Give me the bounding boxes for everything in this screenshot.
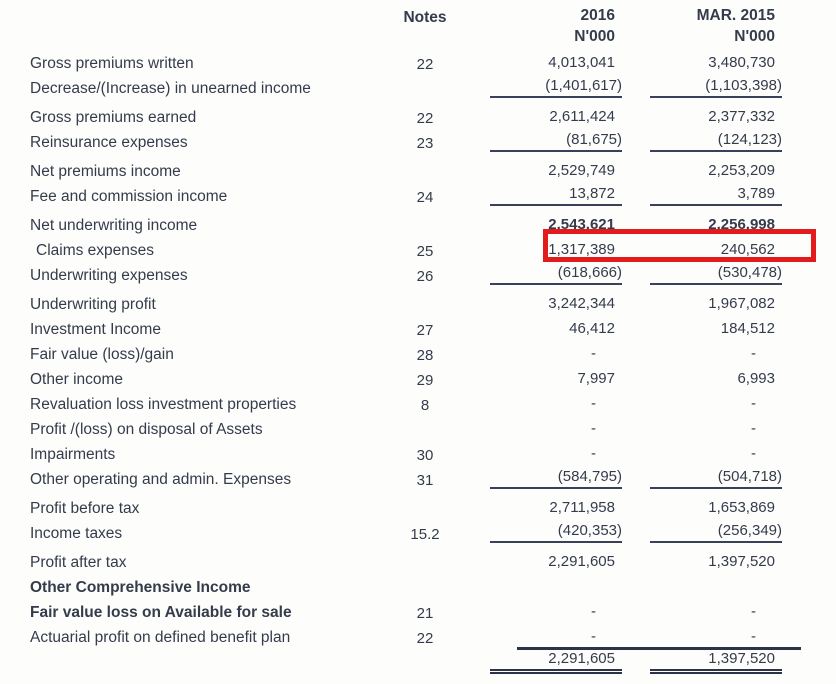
row-label: Claims expenses [36,242,155,259]
row-value-2016: (618,666) [490,264,622,285]
row-label: Underwriting profit [30,296,156,313]
row-value-2016: (584,795) [490,468,622,489]
row-value-2016: 7,997 [577,370,615,387]
row-value-2016: 2,543,621 [548,216,615,233]
row-note: 25 [416,243,434,260]
row-value-2016: - [591,628,596,645]
row-value-2016: 2,711,958 [549,499,615,516]
table-row [0,547,836,572]
row-value-2015: 1,653,869 [708,499,775,516]
row-value-2015: - [751,395,756,412]
header-year-2015: MAR. 2015 [696,7,775,24]
row-label: Net premiums income [30,163,181,180]
table-row [0,464,836,489]
table-header-row [0,3,836,27]
row-value-2015: 184,512 [720,320,775,337]
row-value-2015: - [751,345,756,362]
row-value-2016: - [591,345,596,362]
row-value-2015: - [751,445,756,462]
table-row [0,235,836,260]
total-top-rule [517,647,801,650]
row-value-2015: 3,480,730 [708,54,775,71]
row-label: Other Comprehensive Income [30,579,251,596]
table-row [0,414,836,439]
row-value-2016: 13,872 [490,185,622,206]
row-value-2015: (504,718) [650,468,782,489]
row-label: Other operating and admin. Expenses [30,471,292,488]
row-note: 31 [416,472,434,489]
table-row [0,649,836,674]
row-note: 29 [416,372,434,389]
table-row [0,389,836,414]
table-row [0,48,836,73]
row-value-2016: 3,242,344 [548,295,615,312]
row-label: Reinsurance expenses [30,134,188,151]
row-value-2016: 2,291,605 [548,553,615,570]
header-notes: Notes [403,9,447,26]
row-note: 26 [416,268,434,285]
table-row [0,260,836,285]
row-value-2016: 2,611,424 [549,108,615,125]
row-note: 24 [416,189,434,206]
row-value-2016: (1,401,617) [490,77,622,98]
table-row [0,339,836,364]
row-label: Income taxes [30,525,123,542]
row-label: Fair value (loss)/gain [30,346,174,363]
row-value-2015: 2,253,209 [708,162,775,179]
row-note: 22 [416,56,434,73]
row-note: 30 [416,447,434,464]
row-value-2016: (81,675) [490,131,622,152]
row-note: 28 [416,347,434,364]
row-value-2015: - [751,603,756,620]
table-row [0,597,836,622]
row-note: 8 [420,397,430,414]
row-note: 27 [416,322,434,339]
row-value-2015: - [751,420,756,437]
row-value-2016: - [591,395,596,412]
row-note: 15.2 [410,526,440,543]
row-label: Gross premiums written [30,55,194,72]
table-row [0,102,836,127]
unit-2015: N'000 [734,28,775,45]
table-body [0,48,836,674]
row-label: Profit /(loss) on disposal of Assets [30,421,263,438]
table-row [0,210,836,235]
row-value-2016: 1,317,389 [548,241,615,258]
row-label: Gross premiums earned [30,109,197,126]
row-value-2015: (1,103,398) [650,77,782,98]
row-label: Net underwriting income [30,217,198,234]
table-row [0,622,836,647]
row-label: Investment Income [30,321,161,338]
row-value-2015: 6,993 [737,370,775,387]
row-note: 22 [416,630,434,647]
row-label: Fair value loss on Available for sale [30,604,292,621]
row-label: Other income [30,371,124,388]
row-value-2016: - [591,603,596,620]
row-label: Underwriting expenses [30,267,188,284]
row-note: 21 [416,605,434,622]
row-label: Revaluation loss investment properties [30,396,297,413]
row-label: Profit before tax [30,500,140,517]
row-value-2016: - [591,420,596,437]
row-value-2015: 1,397,520 [708,553,775,570]
row-label: Decrease/(Increase) in unearned income [30,80,311,97]
table-row [0,493,836,518]
table-row [0,73,836,98]
table-row [0,314,836,339]
row-value-2015: 2,256,998 [708,216,775,233]
header-year-2016: 2016 [580,7,615,24]
table-row [0,518,836,543]
row-value-2016: 2,529,749 [548,162,615,179]
row-value-2015: 240,562 [720,241,775,258]
row-value-2016: (420,353) [490,522,622,543]
row-value-2016: 4,013,041 [548,54,615,71]
table-row [0,127,836,152]
table-row [0,181,836,206]
unit-2016: N'000 [574,28,615,45]
table-row [0,572,836,597]
table-row [0,364,836,389]
row-value-2015: (530,478) [650,264,782,285]
row-note: 23 [416,135,434,152]
table-unit-row [0,27,836,48]
row-value-2015: 2,377,332 [708,108,775,125]
row-label: Actuarial profit on defined benefit plan [30,629,291,646]
table-row [0,289,836,314]
row-value-2015: - [751,628,756,645]
row-label: Profit after tax [30,554,127,571]
row-value-2016: 46,412 [569,320,615,337]
row-label: Fee and commission income [30,188,228,205]
row-value-2016: 2,291,605 [490,650,622,674]
row-label: Impairments [30,446,116,463]
table-row [0,156,836,181]
row-value-2015: 3,789 [650,185,782,206]
row-value-2016: - [591,445,596,462]
table-row [0,439,836,464]
row-note: 22 [416,110,434,127]
row-value-2015: (256,349) [650,522,782,543]
row-value-2015: 1,967,082 [708,295,775,312]
row-value-2015: (124,123) [650,131,782,152]
row-value-2015: 1,397,520 [650,650,782,674]
